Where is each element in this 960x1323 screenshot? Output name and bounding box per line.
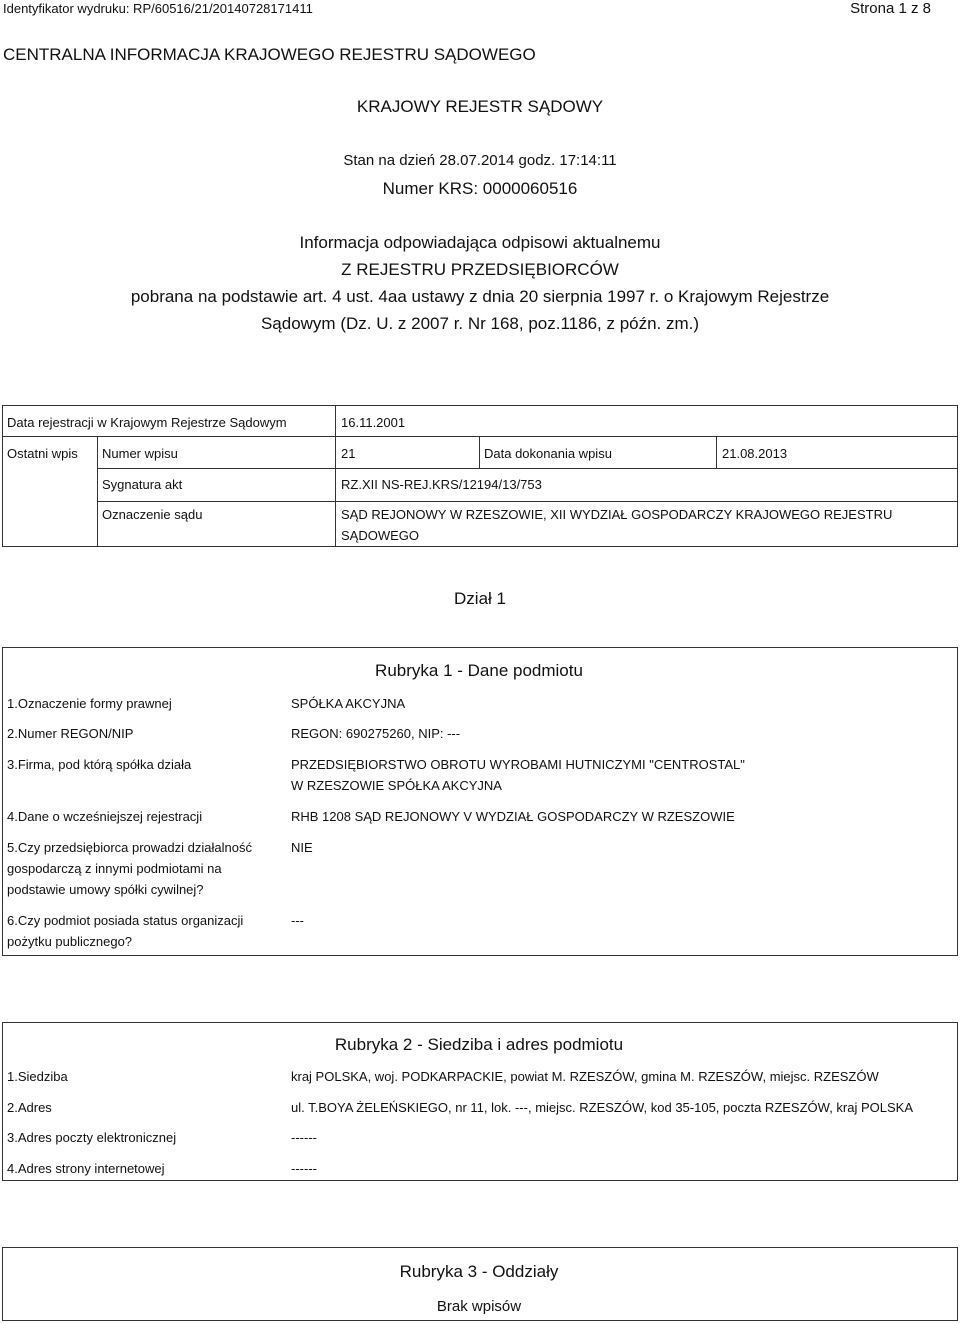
registration-date-value: 16.11.2001 bbox=[341, 415, 406, 430]
email-value: ------ bbox=[291, 1130, 317, 1145]
seat-label: 1.Siedziba bbox=[7, 1069, 68, 1084]
company-name-value-line-1: PRZEDSIĘBIORSTWO OBROTU WYROBAMI HUTNICZYMI "CENTROSTAL" bbox=[291, 757, 745, 772]
rubryka-3-title: Rubryka 3 - Oddziały bbox=[399, 1262, 559, 1281]
institution-name: CENTRALNA INFORMACJA KRAJOWEGO REJESTRU SĄDOWEGO bbox=[3, 45, 536, 64]
info-line-2: Z REJESTRU PRZEDSIĘBIORCÓW bbox=[341, 260, 619, 279]
rubryka-2-title: Rubryka 2 - Siedziba i adres podmiotu bbox=[334, 1035, 624, 1054]
print-identifier: Identyfikator wydruku: RP/60516/21/20140728171411 bbox=[3, 1, 313, 16]
court-value-line-2: SĄDOWEGO bbox=[341, 528, 420, 543]
entry-number-value: 21 bbox=[341, 446, 356, 461]
company-name-value-line-2: W RZESZOWIE SPÓŁKA AKCYJNA bbox=[291, 778, 502, 793]
civil-partnership-label-line-1: 5.Czy przedsiębiorca prowadzi działalność bbox=[7, 840, 252, 855]
entry-date-value: 21.08.2013 bbox=[722, 446, 788, 461]
entry-number-label: Numer wpisu bbox=[102, 446, 178, 461]
regon-nip-label: 2.Numer REGON/NIP bbox=[7, 726, 134, 741]
website-value: ------ bbox=[291, 1161, 317, 1176]
registration-date-label: Data rejestracji w Krajowym Rejestrze Sądowym bbox=[7, 415, 287, 430]
public-benefit-label-line-2: pożytku publicznego? bbox=[7, 934, 133, 949]
signature-value: RZ.XII NS-REJ.KRS/12194/13/753 bbox=[341, 477, 542, 492]
address-label: 2.Adres bbox=[7, 1100, 52, 1115]
krs-number: Numer KRS: 0000060516 bbox=[382, 179, 578, 198]
page-number: Strona 1 z 8 bbox=[850, 0, 931, 17]
no-entries-text: Brak wpisów bbox=[436, 1298, 522, 1315]
civil-partnership-value: NIE bbox=[291, 840, 313, 855]
last-entry-label: Ostatni wpis bbox=[7, 446, 78, 461]
company-name-label: 3.Firma, pod którą spółka działa bbox=[7, 757, 192, 772]
legal-form-label: 1.Oznaczenie formy prawnej bbox=[7, 696, 172, 711]
address-value: ul. T.BOYA ŻELEŃSKIEGO, nr 11, lok. ---, miejsc. RZESZÓW, kod 35-105, poczta RZESZÓW, kraj POLSKA bbox=[291, 1100, 914, 1115]
register-title: KRAJOWY REJESTR SĄDOWY bbox=[356, 97, 604, 116]
section-title: Dział 1 bbox=[454, 589, 506, 608]
state-date: Stan na dzień 28.07.2014 godz. 17:14:11 bbox=[343, 152, 617, 169]
seat-value: kraj POLSKA, woj. PODKARPACKIE, powiat M. RZESZÓW, gmina M. RZESZÓW, miejsc. RZESZÓW bbox=[291, 1069, 879, 1084]
rubryka-1-title: Rubryka 1 - Dane podmiotu bbox=[375, 661, 583, 680]
info-line-1: Informacja odpowiadająca odpisowi aktualnemu bbox=[299, 233, 661, 252]
legal-basis-line-1: pobrana na podstawie art. 4 ust. 4aa ustawy z dnia 20 sierpnia 1997 r. o Krajowym Rejestrze bbox=[130, 287, 830, 306]
legal-form-value: SPÓŁKA AKCYJNA bbox=[291, 696, 406, 711]
civil-partnership-label-line-2: gospodarczą z innymi podmiotami na bbox=[7, 861, 222, 876]
public-benefit-value: --- bbox=[291, 913, 304, 928]
previous-registration-value: RHB 1208 SĄD REJONOWY V WYDZIAŁ GOSPODARCZY W RZESZOWIE bbox=[291, 809, 735, 824]
court-value-line-1: SĄD REJONOWY W RZESZOWIE, XII WYDZIAŁ GOSPODARCZY KRAJOWEGO REJESTRU bbox=[341, 507, 893, 522]
previous-registration-label: 4.Dane o wcześniejszej rejestracji bbox=[7, 809, 203, 824]
public-benefit-label-line-1: 6.Czy podmiot posiada status organizacji bbox=[7, 913, 244, 928]
website-label: 4.Adres strony internetowej bbox=[7, 1161, 165, 1176]
legal-basis-line-2: Sądowym (Dz. U. z 2007 r. Nr 168, poz.1186, z późn. zm.) bbox=[260, 314, 700, 333]
signature-label: Sygnatura akt bbox=[102, 477, 183, 492]
civil-partnership-label-line-3: podstawie umowy spółki cywilnej? bbox=[7, 882, 204, 897]
court-label: Oznaczenie sądu bbox=[102, 507, 203, 522]
email-label: 3.Adres poczty elektronicznej bbox=[7, 1130, 177, 1145]
entry-date-label: Data dokonania wpisu bbox=[484, 446, 612, 461]
regon-nip-value: REGON: 690275260, NIP: --- bbox=[291, 726, 461, 741]
